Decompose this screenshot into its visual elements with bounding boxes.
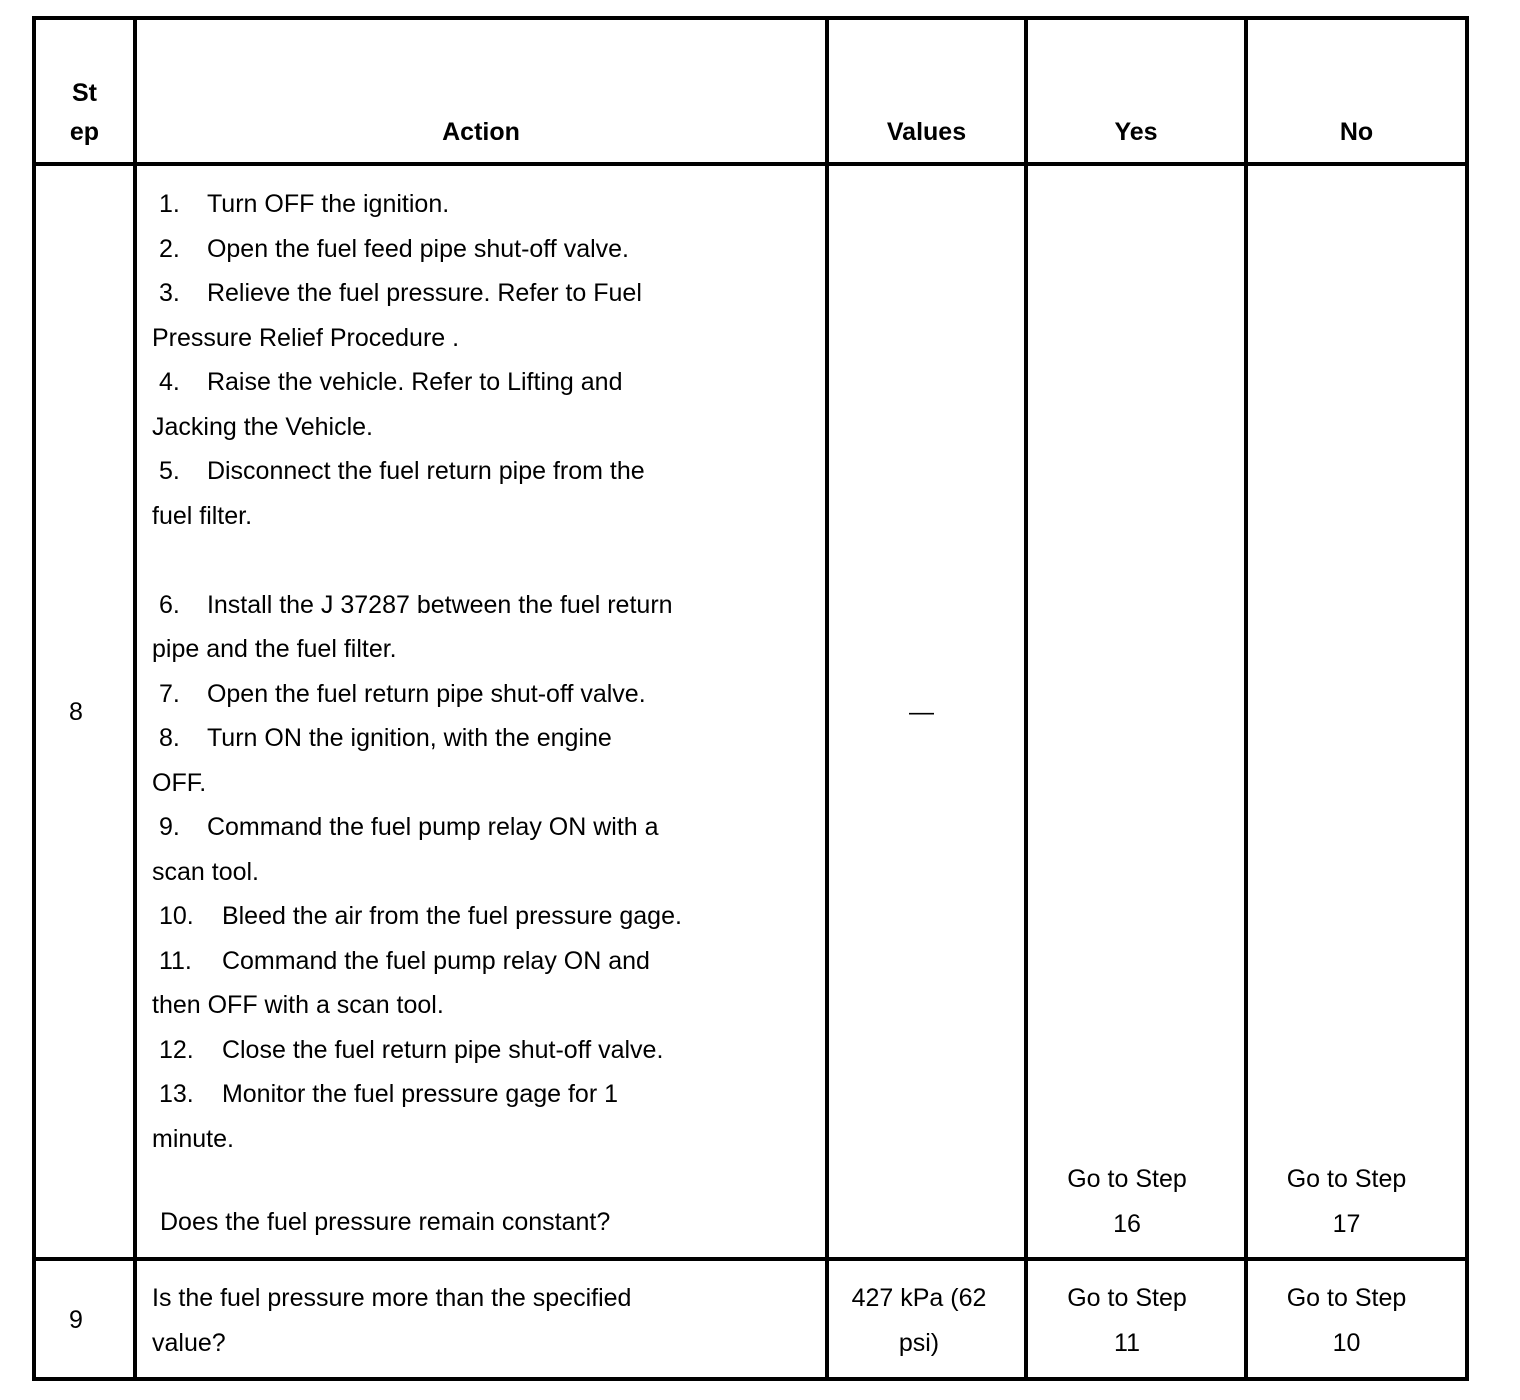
row-divider <box>33 1257 1469 1261</box>
action-number: 12. <box>158 1035 194 1064</box>
row8-step: 8 <box>69 698 83 726</box>
action-number: 2. <box>158 234 180 263</box>
row9-values-line2: psi) <box>898 1328 940 1357</box>
header-values: Values <box>886 118 967 146</box>
header-action: Action <box>442 118 520 146</box>
action-text: Command the fuel pump relay ON with a <box>206 813 659 841</box>
action-line <box>152 449 682 494</box>
action-text: pipe and the fuel filter. <box>152 635 397 663</box>
action-line <box>152 316 682 361</box>
row8-no-line1: Go to Step <box>1286 1165 1407 1193</box>
action-text: minute. <box>152 1124 234 1153</box>
action-line <box>152 805 682 850</box>
action-number: 8. <box>158 724 180 752</box>
action-text: Raise the vehicle. Refer to Lifting and <box>206 368 623 396</box>
row8-question: Does the fuel pressure remain constant? <box>160 1208 611 1236</box>
action-number: 1. <box>158 190 180 218</box>
row8-no <box>1248 1157 1445 1246</box>
row8-no-line2: 17 <box>1332 1209 1361 1238</box>
action-spacer <box>152 538 682 583</box>
row9-yes-line2: 11 <box>1114 1328 1140 1357</box>
row8-yes-line1: Go to Step <box>1067 1165 1187 1193</box>
row9-values-line1: 427 kPa (62 <box>851 1284 987 1312</box>
table-border-right <box>1465 16 1469 1381</box>
row9-step: 9 <box>69 1306 83 1334</box>
action-line <box>152 1028 682 1073</box>
action-number: 10. <box>158 902 194 930</box>
row9-no-line2: 10 <box>1332 1328 1361 1357</box>
action-line <box>152 716 682 761</box>
action-line <box>152 494 682 539</box>
row9-action-line1: Is the fuel pressure more than the specified <box>152 1284 632 1312</box>
row9-yes <box>1028 1276 1226 1365</box>
action-text: Open the fuel feed pipe shut-off valve. <box>206 234 629 263</box>
row8-values: — <box>909 698 934 726</box>
row8-yes-line2: 16 <box>1113 1209 1141 1238</box>
action-number: 3. <box>158 279 180 307</box>
row8-action-list <box>152 182 682 1161</box>
action-number: 4. <box>158 368 180 396</box>
action-line <box>152 405 682 450</box>
action-line <box>152 227 682 272</box>
action-line <box>152 672 682 717</box>
action-text: Turn OFF the ignition. <box>206 190 450 218</box>
header-step <box>36 74 133 152</box>
table-border-bottom <box>33 1377 1469 1381</box>
column-divider-step <box>133 16 137 1381</box>
action-text: Turn ON the ignition, with the engine <box>206 724 612 752</box>
action-line <box>152 360 682 405</box>
header-step-line2: ep <box>69 118 100 146</box>
action-text: Disconnect the fuel return pipe from the <box>206 457 645 485</box>
table-border-top <box>33 16 1469 20</box>
action-line <box>152 983 682 1028</box>
action-text: Relieve the fuel pressure. Refer to Fuel <box>206 279 642 307</box>
action-text: Jacking the Vehicle. <box>152 412 373 441</box>
action-line <box>152 627 682 672</box>
header-yes: Yes <box>1114 118 1158 146</box>
action-line <box>152 761 682 806</box>
action-number: 13. <box>158 1080 194 1108</box>
action-text: Monitor the fuel pressure gage for 1 <box>221 1080 619 1108</box>
header-step-line1: St <box>72 79 97 107</box>
row9-action <box>152 1276 631 1365</box>
action-text: then OFF with a scan tool. <box>152 991 444 1019</box>
action-line <box>152 583 682 628</box>
action-line <box>152 894 682 939</box>
action-text: Install the J 37287 between the fuel return <box>206 590 673 619</box>
header-no: No <box>1339 118 1374 146</box>
row9-action-line2: value? <box>152 1328 226 1357</box>
action-text: Command the fuel pump relay ON and <box>221 946 650 975</box>
action-number: 6. <box>158 590 180 619</box>
action-number: 5. <box>158 457 180 485</box>
action-text: scan tool. <box>152 857 260 886</box>
action-text: fuel filter. <box>152 501 253 530</box>
row8-yes <box>1028 1157 1226 1246</box>
action-line <box>152 271 682 316</box>
action-line <box>152 850 682 895</box>
action-line <box>152 1117 682 1162</box>
action-text: Pressure Relief Procedure . <box>152 323 460 352</box>
action-line <box>152 939 682 984</box>
action-line <box>152 1072 682 1117</box>
action-line <box>152 182 682 227</box>
row9-values <box>829 1276 1009 1365</box>
row9-yes-line1: Go to Step <box>1067 1284 1187 1312</box>
action-text: Close the fuel return pipe shut-off valve. <box>221 1035 664 1064</box>
action-number: 11. <box>158 946 192 975</box>
action-number: 9. <box>158 813 180 841</box>
action-text: Bleed the air from the fuel pressure gage. <box>221 902 682 930</box>
row9-no-line1: Go to Step <box>1286 1284 1407 1312</box>
action-text: Open the fuel return pipe shut-off valve. <box>206 679 646 708</box>
action-text: OFF. <box>152 768 207 797</box>
action-number: 7. <box>158 679 180 708</box>
header-divider <box>33 162 1469 166</box>
row9-no <box>1248 1276 1445 1365</box>
